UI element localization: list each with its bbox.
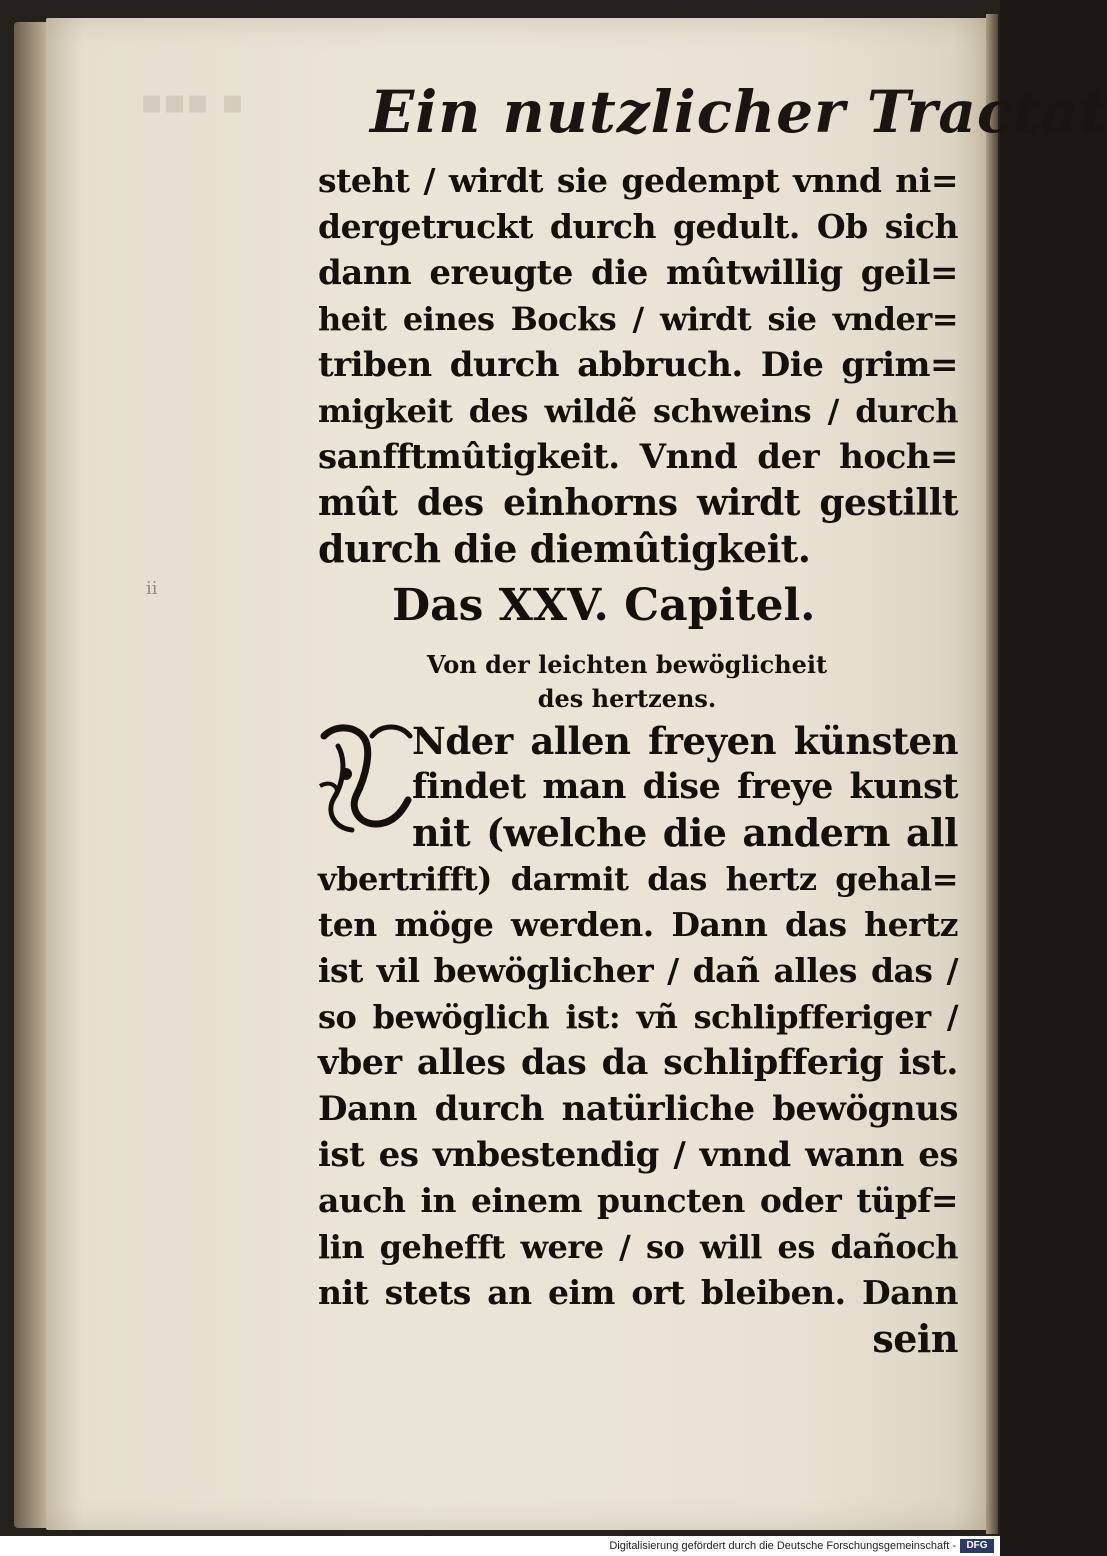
text-line: nit stets an eim ort bleiben. Dann (318, 1273, 958, 1312)
text-line: vbertrifft) darmit das hertz gehal= (318, 860, 958, 898)
text-line: so bewöglich ist: vñ schlipfferiger / (318, 998, 958, 1036)
text-line: migkeit des wildẽ schweins / durch (318, 392, 958, 430)
running-header: Ein nutzlicher Tractat (370, 78, 1107, 146)
text-line: sanfftmûtigkeit. Vnnd der hoch= (318, 437, 958, 477)
text-line: ist es vnbestendig / vnnd wann es (318, 1135, 958, 1175)
text-line: ist vil bewöglicher / dañ alles das / (318, 951, 958, 990)
chapter-title: Das XXV. Capitel. (392, 580, 816, 631)
chapter-subtitle-line2: des hertzens. (537, 684, 717, 713)
page-edge-right (986, 14, 998, 1534)
text-line: durch die diemûtigkeit. (318, 526, 811, 571)
decorated-initial (316, 716, 416, 836)
text-line: dann ereugte die mûtwillig geil= (318, 253, 958, 293)
text-line: steht / wirdt sie gedempt vnnd ni= (318, 161, 958, 200)
text-line: Nder allen freyen künsten (412, 719, 958, 763)
text-block-upper (318, 158, 958, 572)
text-line: Dann durch natürliche bewögnus (318, 1089, 958, 1129)
text-line: nit (welche die andern all (412, 810, 958, 855)
text-line: auch in einem puncten oder tüpf= (318, 1181, 958, 1220)
chapter-subtitle-line1: Von der leichten bewöglicheit (426, 650, 828, 679)
initial-flourish-icon (316, 716, 416, 836)
catchword: sein (872, 1316, 958, 1361)
text-line: findet man dise freye kunst (412, 766, 958, 807)
dfg-logo[interactable]: DFG (960, 1539, 994, 1553)
text-block-lower-indented (412, 718, 958, 856)
text-line: lin gehefft were / so will es dañoch (318, 1228, 958, 1266)
text-line: dergetruckt durch gedult. Ob sich (318, 207, 958, 246)
text-line: heit eines Bocks / wirdt sie vnder= (318, 300, 958, 338)
footer-credit: Digitalisierung gefördert durch die Deutsche Forschungsgemeinschaft - (609, 1540, 956, 1552)
text-block-lower (318, 856, 958, 1362)
text-line: ten möge werden. Dann das hertz (318, 905, 958, 944)
text-line: triben durch abbruch. Die grim= (318, 345, 958, 385)
margin-note: ii (146, 578, 158, 599)
text-line: vber alles das da schlipfferig ist. (318, 1042, 958, 1083)
show-through-smudge: ▪▪▪ ▪ (140, 82, 245, 122)
text-line: mût des einhorns wirdt gestillt (318, 482, 958, 524)
